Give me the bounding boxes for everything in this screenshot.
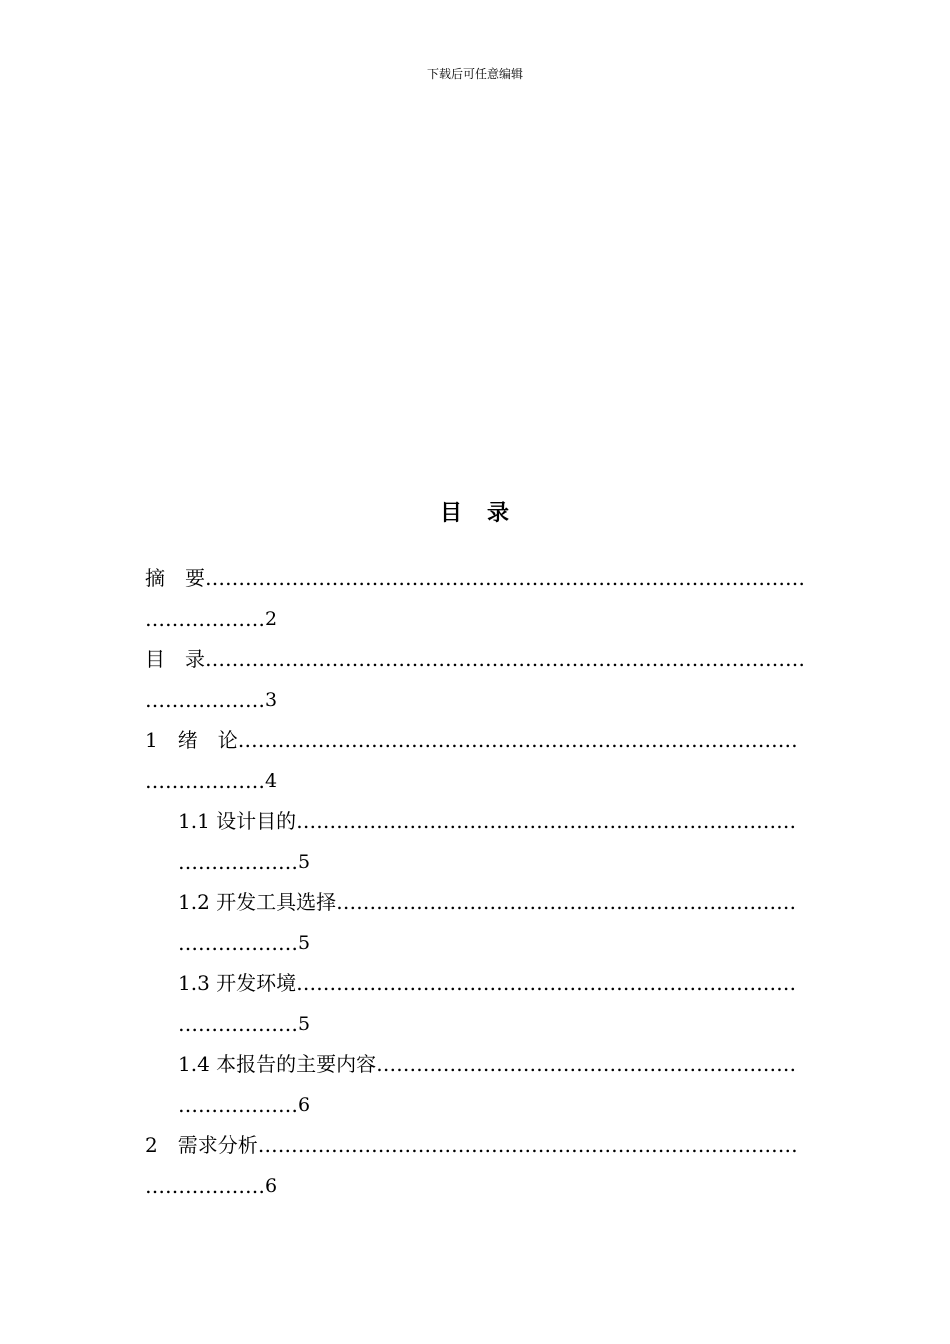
toc-entry-line1 [145,1129,805,1161]
toc-entry-line2 [145,603,805,635]
toc-entry-line1 [178,805,805,837]
toc-leader-dots: ……………………………………………………………………… [257,1133,798,1157]
toc-entry-line1 [178,1048,805,1080]
toc-entry-page: 5 [298,932,311,954]
toc-entry[interactable] [0,805,950,887]
toc-entry-line2 [145,684,805,716]
toc-entry-page: 3 [265,689,278,711]
toc-leader-dots-continued: ……………… [178,1093,298,1117]
toc-entry-label: 1 绪 论 [145,728,238,752]
toc-leader-dots-continued: ……………… [178,931,298,955]
toc-entry-page: 5 [298,851,311,873]
toc-entry-line1 [145,643,805,675]
toc-entry-line2 [178,846,805,878]
toc-leader-dots-continued: ……………… [145,688,265,712]
toc-entry-page: 6 [298,1094,311,1116]
toc-leader-dots-continued: ……………… [178,850,298,874]
toc-entry[interactable] [0,1048,950,1130]
toc-entry-line2 [145,765,805,797]
toc-leader-dots: ………………………………………………………………… [296,971,797,995]
toc-entry[interactable] [0,967,950,1049]
toc-entry-label: 2 需求分析 [145,1133,258,1157]
toc-leader-dots: ……………………………………………………… [376,1052,797,1076]
toc-entry[interactable] [0,562,950,644]
toc-leader-dots-continued: ……………… [178,1012,298,1036]
toc-entry-label: 1.1 设计目的 [178,809,297,833]
toc-title [0,498,950,528]
toc-entry-line2 [178,1008,805,1040]
toc-entry-line1 [178,967,805,999]
toc-leader-dots-continued: ……………… [145,769,265,793]
toc-entry[interactable] [0,886,950,968]
toc-entry[interactable] [0,1129,950,1211]
toc-entry-page: 2 [265,608,278,630]
toc-leader-dots: ………………………………………………………………………… [237,728,798,752]
toc-leader-dots: ………………………………………………………………… [296,809,797,833]
toc-entry-line2 [145,1170,805,1202]
toc-entry-line1 [145,724,805,756]
toc-leader-dots-continued: ……………… [145,607,265,631]
toc-leader-dots: ……………………………………………………………………………… [205,566,805,590]
toc-title-part1: 目 [439,500,463,526]
toc-entry-page: 4 [265,770,278,792]
toc-entry-page: 5 [298,1013,311,1035]
toc-entry[interactable] [0,724,950,806]
toc-leader-dots-continued: ……………… [145,1174,265,1198]
toc-entry-page: 6 [265,1175,278,1197]
toc-entry-label: 摘 要 [145,566,205,590]
toc-entry-line2 [178,1089,805,1121]
toc-entry-line2 [178,927,805,959]
toc-entry-label: 1.3 开发环境 [178,971,297,995]
toc-title-part2: 录 [487,500,511,526]
toc-entry-line1 [178,886,805,918]
toc-leader-dots: …………………………………………………………… [336,890,797,914]
toc-entry-label: 1.4 本报告的主要内容 [178,1052,377,1076]
toc-leader-dots: ……………………………………………………………………………… [205,647,805,671]
toc-entry-label: 1.2 开发工具选择 [178,890,337,914]
toc-entry[interactable] [0,643,950,725]
header-note: 下载后可任意编辑 [426,67,523,81]
toc-entry-label: 目 录 [145,647,205,671]
toc-entry-line1 [145,562,805,594]
